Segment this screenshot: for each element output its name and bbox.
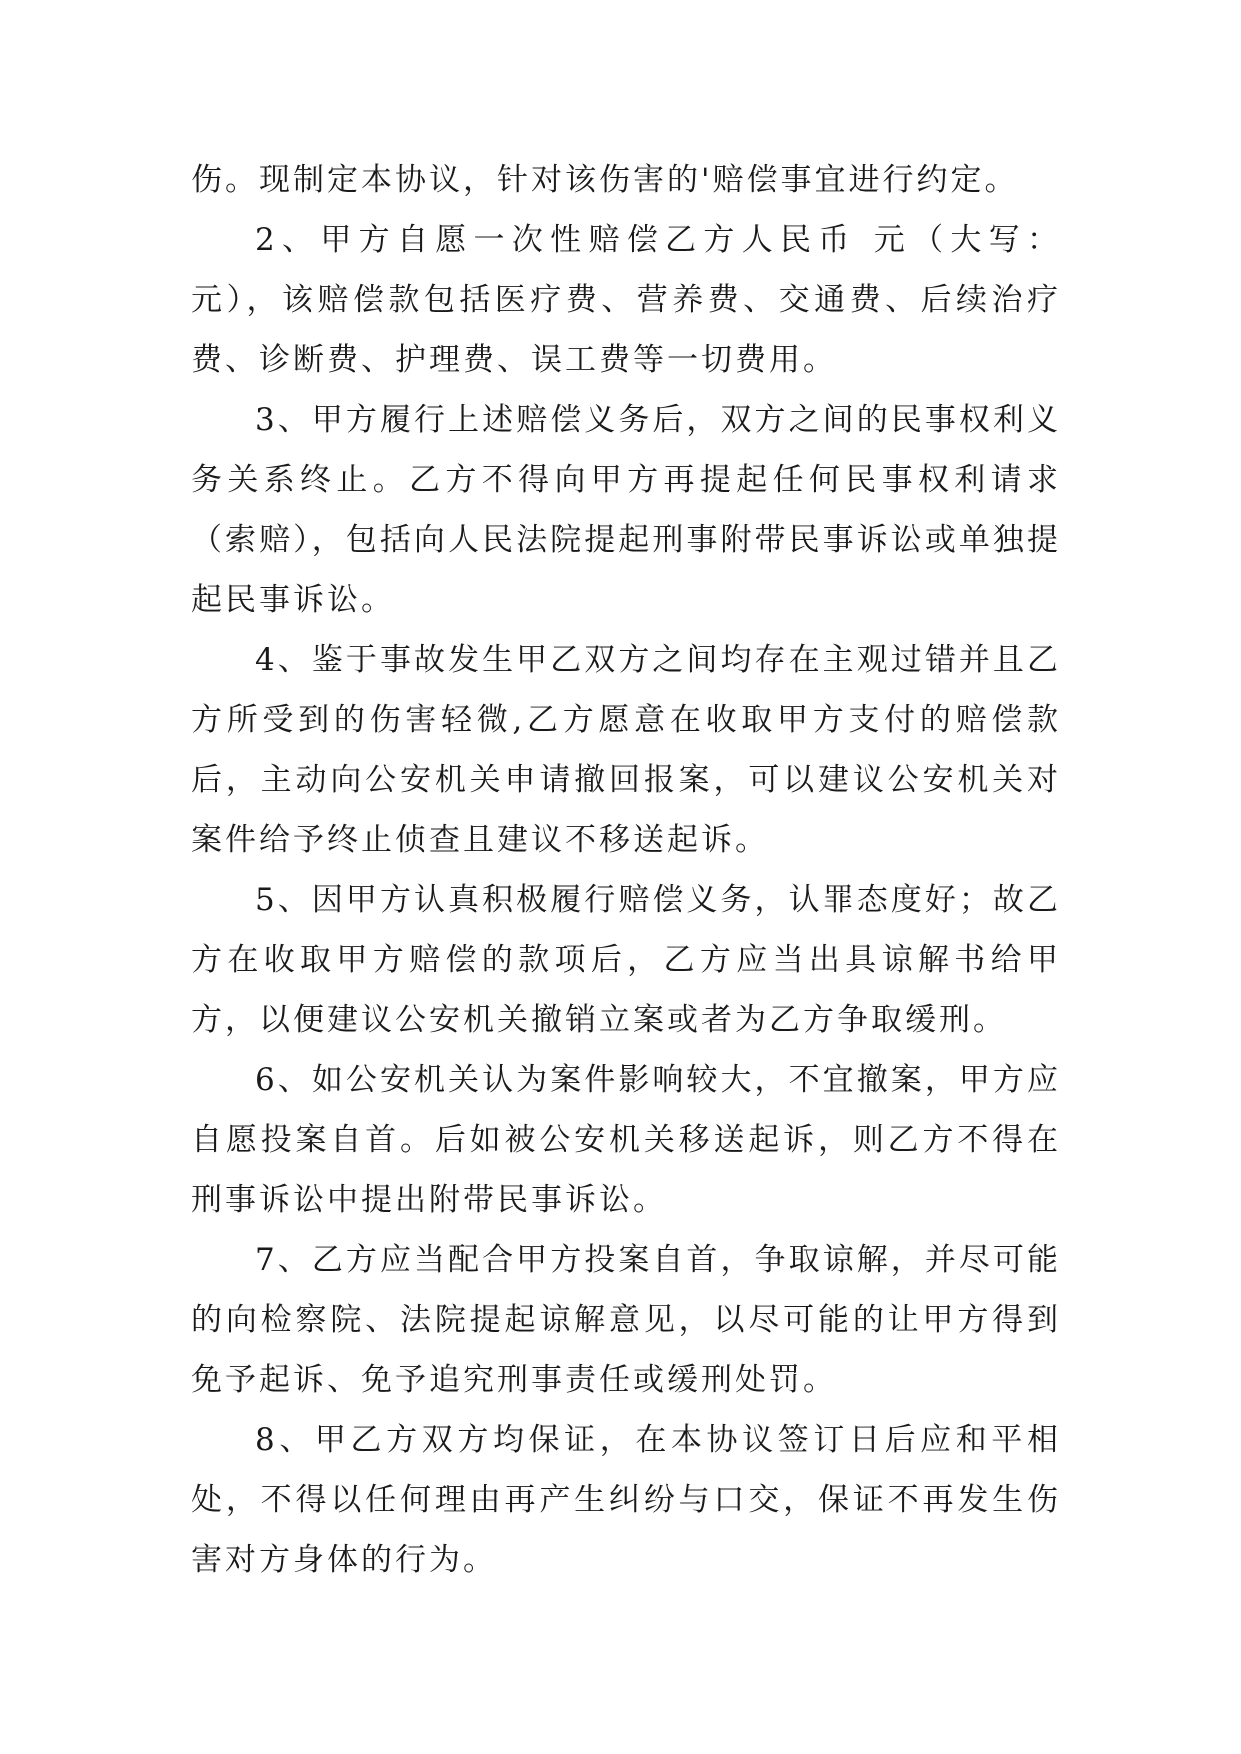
paragraph-clause-6: 6、如公安机关认为案件影响较大，不宜撤案，甲方应自愿投案自首。后如被公安机关移送起诉，则乙方不得在刑事诉讼中提出附带民事诉讼。 bbox=[191, 1062, 1061, 1218]
paragraph-1-continuation: 伤。现制定本协议，针对该伤害的'赔偿事宜进行约定。 bbox=[191, 162, 1019, 198]
document-body bbox=[191, 150, 1061, 1590]
paragraph-clause-8: 8、甲乙方双方均保证，在本协议签订日后应和平相处，不得以任何理由再产生纠纷与口交，保证不再发生伤害对方身体的行为。 bbox=[191, 1422, 1061, 1578]
paragraph-clause-2: 2、甲方自愿一次性赔偿乙方人民币 元（大写： 元），该赔偿款包括医疗费、营养费、交通费、后续治疗费、诊断费、护理费、误工费等一切费用。 bbox=[191, 222, 1061, 378]
paragraph-clause-5: 5、因甲方认真积极履行赔偿义务，认罪态度好；故乙方在收取甲方赔偿的款项后，乙方应当出具谅解书给甲方，以便建议公安机关撤销立案或者为乙方争取缓刑。 bbox=[191, 882, 1061, 1038]
paragraph-clause-4: 4、鉴于事故发生甲乙双方之间均存在主观过错并且乙方所受到的伤害轻微,乙方愿意在收取甲方支付的赔偿款后，主动向公安机关申请撤回报案，可以建议公安机关对案件给予终止侦查且建议不移送起诉。 bbox=[191, 642, 1061, 858]
paragraph-clause-7: 7、乙方应当配合甲方投案自首，争取谅解，并尽可能的向检察院、法院提起谅解意见，以尽可能的让甲方得到免予起诉、免予追究刑事责任或缓刑处罚。 bbox=[191, 1242, 1061, 1398]
paragraph-clause-3: 3、甲方履行上述赔偿义务后，双方之间的民事权利义务关系终止。乙方不得向甲方再提起任何民事权利请求（索赔），包括向人民法院提起刑事附带民事诉讼或单独提起民事诉讼。 bbox=[191, 402, 1061, 618]
